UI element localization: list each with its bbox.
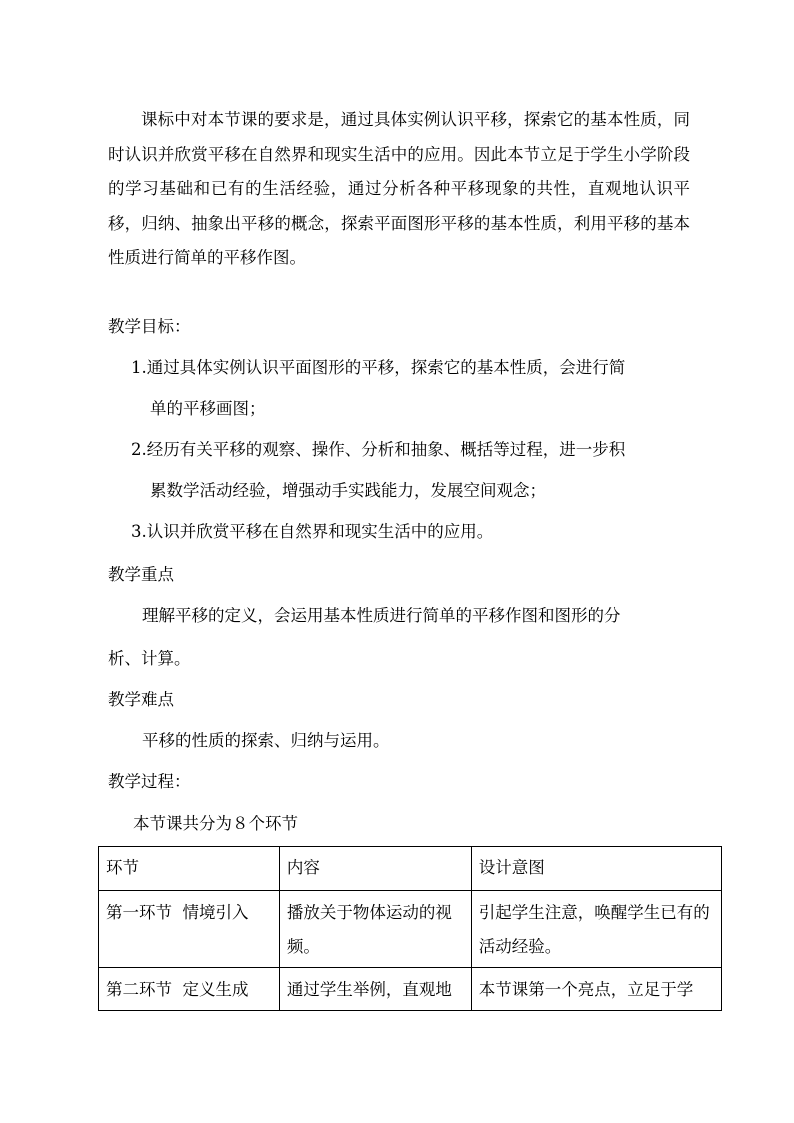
process-heading: 教学过程：	[108, 772, 191, 791]
intro-paragraph: 课标中对本节课的要求是，通过具体实例认识平移，探索它的基本性质，同时认识并欣赏平移在自然界和现实生活中的应用。因此本节立足于学生小学阶段的学习基础和已有的生活经验，通过分析各种平移现象的共性，直观地认识平移，归纳、抽象出平移的概念，探索平面图形平移的基本性质，利用平移的基本性质进行简单的平移作图。	[108, 110, 690, 268]
key-points-line-1: 理解平移的定义，会运用基本性质进行简单的平移作图和图形的分	[142, 606, 621, 625]
objective-2-line-1: 2.经历有关平移的观察、操作、分析和抽象、概括等过程，进一步积	[131, 440, 626, 459]
row-1-purpose: 引起学生注意，唤醒学生已有的活动经验。	[471, 891, 721, 968]
key-points-line-2: 析、计算。	[108, 649, 191, 668]
table-row	[99, 968, 722, 1011]
process-summary: 本节课共分为８个环节	[133, 814, 298, 833]
row-2-purpose: 本节课第一个亮点，立足于学	[471, 968, 721, 1011]
row-1-content: 播放关于物体运动的视频。	[279, 891, 471, 968]
header-content: 内容	[279, 847, 471, 891]
objective-2-line-2: 累数学活动经验，增强动手实践能力，发展空间观念；	[150, 481, 546, 500]
objective-1-line-2: 单的平移画图；	[150, 399, 266, 418]
header-purpose: 设计意图	[471, 847, 721, 891]
row-2-step: 第二环节 定义生成	[99, 968, 280, 1011]
difficulties-heading: 教学难点	[108, 690, 174, 709]
objectives-heading: 教学目标：	[108, 317, 191, 336]
header-step: 环节	[99, 847, 280, 891]
row-2-content: 通过学生举例，直观地	[279, 968, 471, 1011]
objective-1-line-1: 1.通过具体实例认识平面图形的平移，探索它的基本性质，会进行简	[131, 358, 626, 377]
objective-3: 3.认识并欣赏平移在自然界和现实生活中的应用。	[131, 522, 494, 541]
table-row	[99, 891, 722, 968]
table-header-row	[99, 847, 722, 891]
steps-table	[98, 846, 722, 1011]
difficulties-text: 平移的性质的探索、归纳与运用。	[142, 731, 390, 750]
row-1-step: 第一环节 情境引入	[99, 891, 280, 968]
key-points-heading: 教学重点	[108, 565, 174, 584]
